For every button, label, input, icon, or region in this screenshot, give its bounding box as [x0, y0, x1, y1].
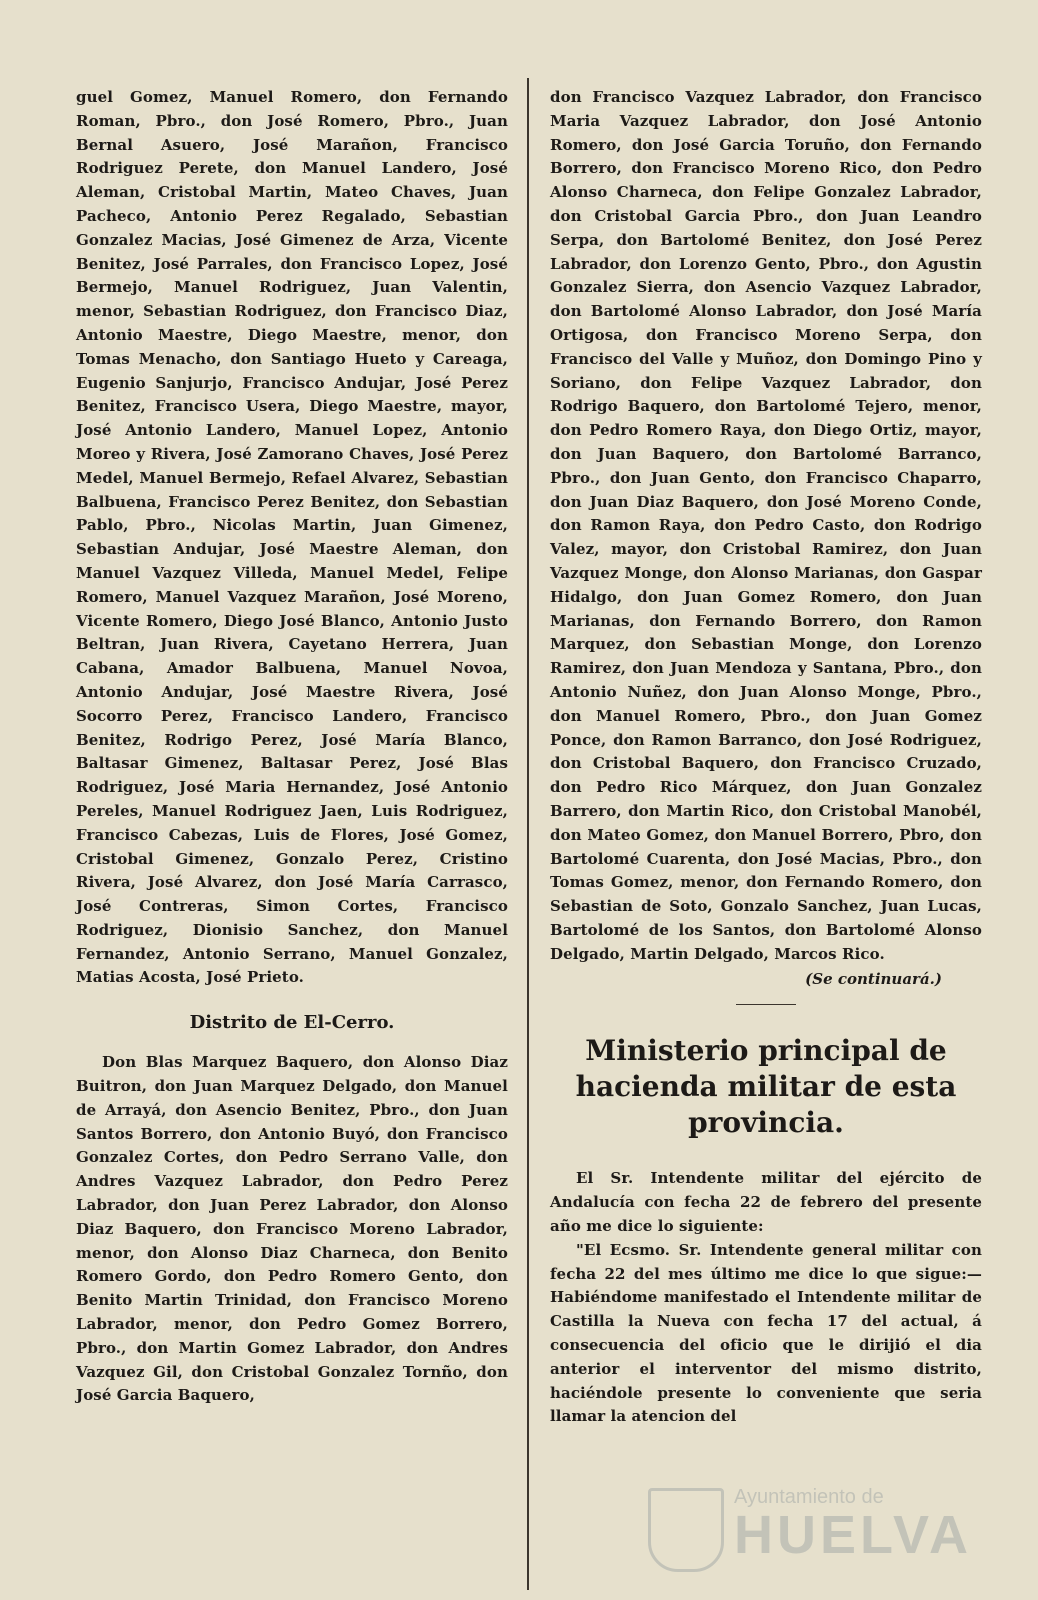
left-paragraph-district: Don Blas Marquez Baquero, don Alonso Diaz Buitron, don Juan Marquez Delgado, don Manuel de Arrayá, don Asencio Benitez, Pbro., don Juan Santos Borrero, don Antonio Buyó, don Francisco Gonzalez Cortes, don Pedro Serrano Valle, don Andres Vazquez Labrador, don Pedro Perez Labrador, don Juan Perez Labrador, don Alonso Diaz Baquero, don Francisco Moreno Labrador, menor, don Alonso Diaz Charneca, don Benito Romero Gordo, don Pedro Romero Gento, don Benito Martin Trinidad, don Francisco Moreno Labrador, menor, don Pedro Gomez Borrero, Pbro., don Martin Gomez Labrador, don Andres Vazquez Gil, don Cristobal Gonzalez Tornño, don José Garcia Baquero, — [76, 1053, 508, 1405]
section-title: Ministerio principal de hacienda militar de esta provincia. — [575, 1034, 957, 1140]
intendente-quote: "El Ecsmo. Sr. Intendente general militar con fecha 22 del mes último me dice lo que sigue:—Habiéndome manifestado el Intendente militar de Castilla la Nueva con fecha 17 del actual, á consecuencia del oficio que le dirijió el dia anterior el interventor del mismo distrito, haciéndole presente lo conveniente que seria llamar la atencion del — [550, 1240, 982, 1426]
watermark-line-1: Ayuntamiento de — [734, 1486, 884, 1508]
intendente-intro: El Sr. Intendente militar del ejército de Andalucía con fecha 22 de febrero del presente año me dice lo siguiente: — [550, 1169, 982, 1236]
district-heading: Distrito de El-Cerro. — [189, 1012, 395, 1034]
watermark-line-2: HUELVA — [734, 1505, 972, 1565]
left-column — [76, 86, 508, 1408]
left-paragraph-names: guel Gomez, Manuel Romero, don Fernando Roman, Pbro., don José Romero, Pbro., Juan Bernal Asuero, José Marañon, Francisco Rodriguez Perete, don Manuel Landero, José Aleman, Cristobal Martin, Mateo Chaves, Juan Pacheco, Antonio Perez Regalado, Sebastian Gonzalez Macias, José Gimenez de Arza, Vicente Benitez, José Parrales, don Francisco Lopez, José Bermejo, Manuel Rodriguez, Juan Valentin, menor, Sebastian Rodriguez, don Francisco Diaz, Antonio Maestre, Diego Maestre, menor, don Tomas Menacho, don Santiago Hueto y Careaga, Eugenio Sanjurjo, Francisco Andujar, José Perez Benitez, Francisco Usera, Diego Maestre, mayor, José Antonio Landero, Manuel Lopez, Antonio Moreo y Rivera, José Zamorano Chaves, José Perez Medel, Manuel Bermejo, Refael Alvarez, Sebastian Balbuena, Francisco Perez Benitez, don Sebastian Pablo, Pbro., Nicolas Martin, Juan Gimenez, Sebastian Andujar, José Maestre Aleman, don Manuel Vazquez Villeda, Manuel Medel, Felipe Romero, Manuel Vazquez Marañon, José Moreno, Vicente Romero, Diego José Blanco, Antonio Justo Beltran, Juan Rivera, Cayetano Herrera, Juan Cabana, Amador Balbuena, Manuel Novoa, Antonio Andujar, José Maestre Rivera, José Socorro Perez, Francisco Landero, Francisco Benitez, Rodrigo Perez, José María Blanco, Baltasar Gimenez, Baltasar Perez, José Blas Rodriguez, José Maria Hernandez, José Antonio Pereles, Manuel Rodriguez Jaen, Luis Rodriguez, Francisco Cabezas, Luis de Flores, José Gomez, Cristobal Gimenez, Gonzalo Perez, Cristino Rivera, José Alvarez, don José María Carrasco, José Contreras, Simon Cortes, Francisco Rodriguez, Dionisio Sanchez, don Manuel Fernandez, Antonio Serrano, Manuel Gonzalez, Matias Acosta, José Prieto. — [76, 88, 508, 987]
continuation-note: (Se continuará.) — [805, 970, 942, 989]
spacer — [550, 1141, 982, 1167]
column-divider — [527, 78, 529, 1590]
section-separator — [736, 1004, 796, 1005]
right-column — [550, 86, 982, 1429]
coat-of-arms-icon — [648, 1488, 724, 1572]
right-paragraph-names: don Francisco Vazquez Labrador, don Francisco Maria Vazquez Labrador, don José Antonio Romero, don José Garcia Toruño, don Fernando Borrero, don Francisco Moreno Rico, don Pedro Alonso Charneca, don Felipe Gonzalez Labrador, don Cristobal Garcia Pbro., don Juan Leandro Serpa, don Bartolomé Benitez, don José Perez Labrador, don Lorenzo Gento, Pbro., don Agustin Gonzalez Sierra, don Asencio Vazquez Labrador, don Bartolomé Alonso Labrador, don José María Ortigosa, don Francisco Moreno Serpa, don Francisco del Valle y Muñoz, don Domingo Pino y Soriano, don Felipe Vazquez Labrador, don Rodrigo Baquero, don Bartolomé Tejero, menor, don Pedro Romero Raya, don Diego Ortiz, mayor, don Juan Baquero, don Bartolomé Barranco, Pbro., don Juan Gento, don Francisco Chaparro, don Juan Diaz Baquero, don José Moreno Conde, don Ramon Raya, don Pedro Casto, don Rodrigo Valez, mayor, don Cristobal Ramirez, don Juan Vazquez Monge, don Alonso Marianas, don Gaspar Hidalgo, don Juan Gomez Romero, don Juan Marianas, don Fernando Borrero, don Ramon Marquez, don Sebastian Monge, don Lorenzo Ramirez, don Juan Mendoza y Santana, Pbro., don Antonio Nuñez, don Juan Alonso Monge, Pbro., don Manuel Romero, Pbro., don Juan Gomez Ponce, don Ramon Barranco, don José Rodriguez, don Cristobal Baquero, don Francisco Cruzado, don Pedro Rico Márquez, don Juan Gonzalez Barrero, don Martin Rico, don Cristobal Manobél, don Mateo Gomez, don Manuel Borrero, Pbro, don Bartolomé Cuarenta, don José Macias, Pbro., don Tomas Gomez, menor, don Fernando Romero, don Sebastian de Soto, Gonzalo Sanchez, Juan Lucas, Bartolomé de los Santos, don Bartolomé Alonso Delgado, Martin Delgado, Marcos Rico. — [550, 88, 982, 963]
huelva-watermark — [648, 1482, 972, 1572]
